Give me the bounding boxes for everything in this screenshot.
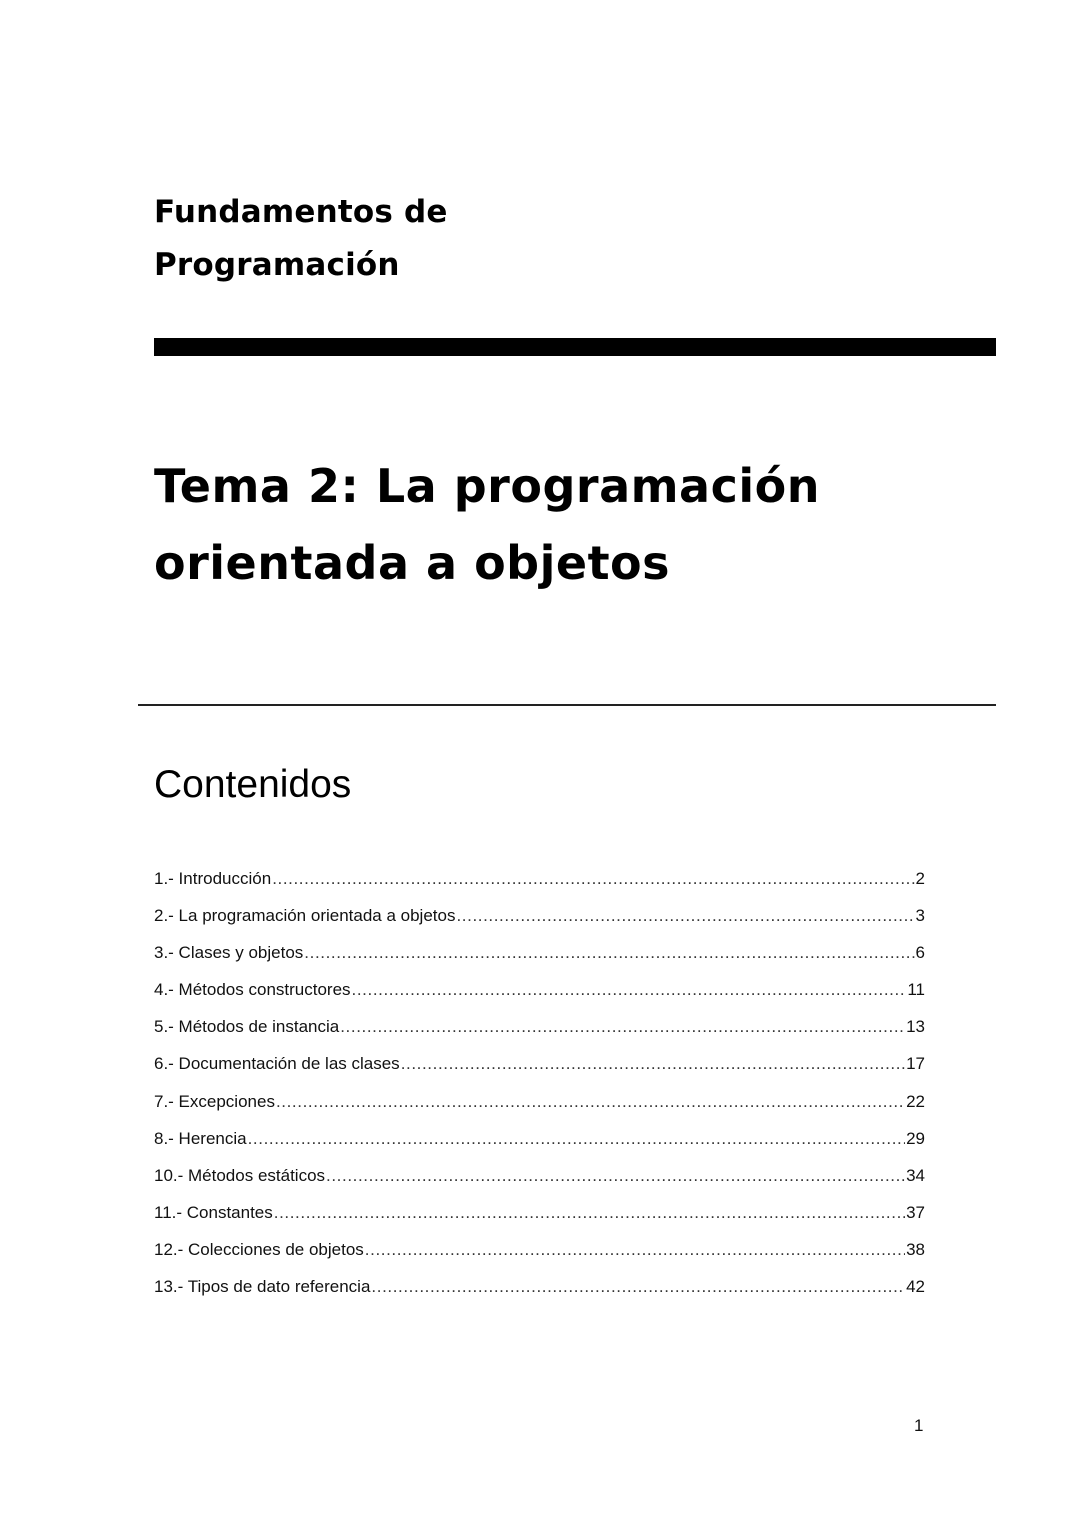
toc-entry-introduccion[interactable] [154, 866, 925, 903]
course-title [154, 186, 448, 292]
toc-entry-label: 1.- Introducción [154, 869, 272, 888]
toc-entry-page: 38 [906, 1239, 925, 1259]
toc-entry-label: 4.- Métodos constructores [154, 980, 351, 1000]
dot-leader [340, 1014, 905, 1040]
toc-entry-label: 13.- Tipos de dato referencia [154, 1277, 371, 1297]
toc-entry-metodos-constructores[interactable] [154, 977, 925, 1014]
toc-entry-label: 6.- Documentación de las clases [154, 1054, 400, 1074]
toc-entry-label: 2.- La programación orientada a objetos [154, 906, 456, 926]
toc-entry-metodos-instancia[interactable] [154, 1014, 925, 1051]
toc-entry-excepciones[interactable] [154, 1089, 925, 1126]
toc-entry-metodos-estaticos[interactable] [154, 1163, 925, 1200]
dot-leader [371, 1274, 905, 1300]
dot-leader [352, 977, 907, 1003]
title-divider-bar [154, 338, 996, 356]
toc-entry-clases-objetos[interactable] [154, 940, 925, 977]
course-title-line-1: Fundamentos de [154, 194, 448, 230]
toc-entry-page: 2 [915, 869, 925, 888]
topic-title-line-2: orientada a objetos [154, 536, 671, 590]
toc-entry-page: 13 [906, 1017, 925, 1037]
toc-entry-label: 5.- Métodos de instancia [154, 1017, 340, 1037]
dot-leader [248, 1126, 905, 1152]
dot-leader [304, 940, 914, 966]
course-title-line-2: Programación [154, 247, 400, 283]
toc-entry-page: 42 [906, 1277, 925, 1297]
toc-entry-page: 3 [915, 906, 925, 926]
table-of-contents [154, 866, 925, 1311]
toc-entry-colecciones[interactable] [154, 1237, 925, 1274]
toc-heading: Contenidos [154, 763, 352, 806]
topic-title-line-1: Tema 2: La programación [154, 459, 820, 513]
topic-title [154, 448, 820, 602]
toc-entry-page: 34 [906, 1165, 925, 1185]
toc-entry-documentacion[interactable] [154, 1051, 925, 1088]
dot-leader [272, 866, 914, 892]
toc-entry-label: 12.- Colecciones de objetos [154, 1239, 364, 1259]
dot-leader [326, 1163, 905, 1189]
toc-entry-page: 6 [915, 943, 925, 963]
toc-entry-label: 3.- Clases y objetos [154, 943, 304, 963]
dot-leader [456, 903, 914, 929]
dot-leader [276, 1089, 905, 1115]
page-number: 1 [914, 1416, 924, 1435]
toc-entry-page: 17 [906, 1054, 925, 1074]
toc-entry-page: 37 [906, 1202, 925, 1222]
toc-entry-label: 11.- Constantes [154, 1202, 273, 1222]
toc-entry-constantes[interactable] [154, 1200, 925, 1237]
toc-entry-label: 10.- Métodos estáticos [154, 1165, 326, 1185]
toc-entry-page: 11 [907, 980, 925, 1000]
dot-leader [401, 1051, 905, 1077]
toc-entry-label: 8.- Herencia [154, 1128, 247, 1148]
dot-leader [365, 1237, 905, 1263]
toc-entry-poo[interactable] [154, 903, 925, 940]
toc-entry-page: 22 [906, 1091, 925, 1111]
toc-entry-tipos-referencia[interactable] [154, 1274, 925, 1311]
toc-entry-page: 29 [906, 1128, 925, 1148]
dot-leader [274, 1200, 905, 1226]
toc-entry-herencia[interactable] [154, 1126, 925, 1163]
toc-entry-label: 7.- Excepciones [154, 1091, 275, 1111]
section-divider-rule [138, 704, 996, 706]
